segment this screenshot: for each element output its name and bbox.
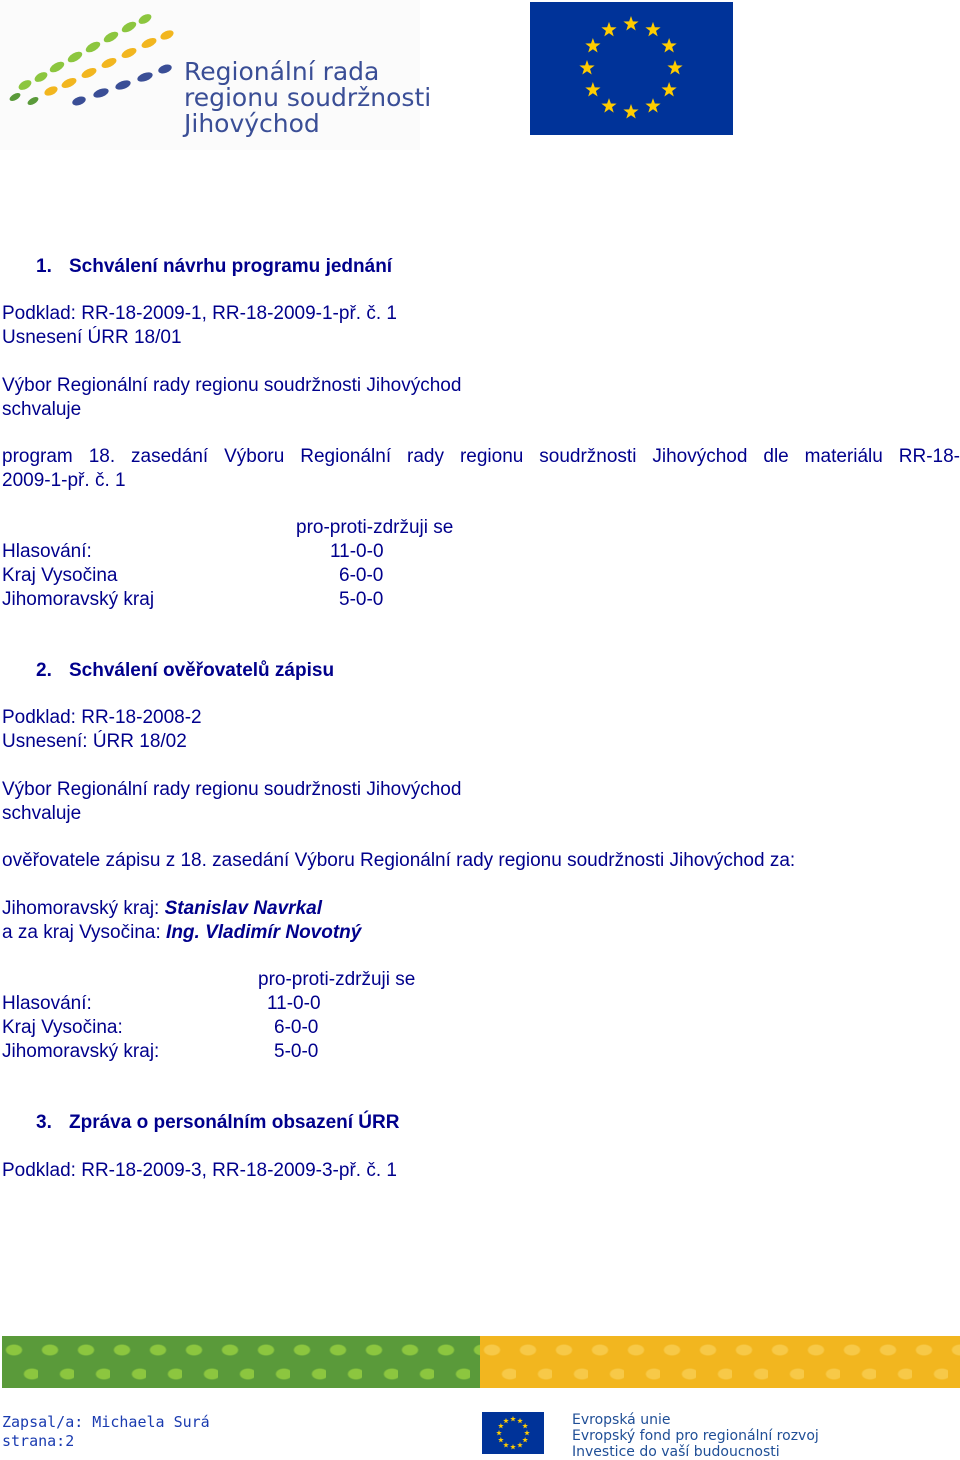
section-1-vote-label-2: Kraj Vysočina [2, 565, 118, 586]
eu-footer-star-9 [498, 1437, 504, 1442]
eu-footer-star-7 [510, 1444, 516, 1449]
section-3-podklad: Podklad: RR-18-2009-3, RR-18-2009-3-př. č. 1 [2, 1160, 397, 1181]
eu-footer-star-4 [524, 1430, 530, 1435]
eu-star-9 [585, 82, 600, 96]
logo-line-1: Regionální rada [184, 57, 380, 86]
section-1-vote-value-3: 5-0-0 [339, 589, 384, 610]
section-2-verb: schvaluje [2, 803, 82, 824]
eu-star-7 [623, 104, 638, 118]
eu-footer-star-1 [510, 1416, 516, 1421]
eu-star-2 [645, 22, 660, 36]
leaf-dots-icon [5, 5, 185, 115]
eu-flag-icon [530, 2, 733, 135]
footer-stripe-yellow [480, 1336, 960, 1388]
section-3-title: Zpráva o personálním obsazení ÚRR [69, 1112, 400, 1133]
eu-footer-star-10 [496, 1430, 502, 1435]
section-1-podklad: Podklad: RR-18-2009-1, RR-18-2009-1-př. č. 1 [2, 303, 397, 324]
logo-line-3: Jihovýchod [184, 109, 320, 138]
section-1-vote-label-3: Jihomoravský kraj [2, 589, 155, 610]
eu-footer-star-5 [522, 1437, 528, 1442]
section-1-text-line2: 2009-1-př. č. 1 [2, 470, 126, 491]
section-2-vote-value-3: 5-0-0 [274, 1041, 319, 1062]
footer-zapsal: Zapsal/a: Michaela Surá [2, 1413, 210, 1431]
eu-star-1 [623, 16, 638, 30]
section-2-vote-value-2: 6-0-0 [274, 1017, 319, 1038]
section-2-number: 2. [36, 660, 52, 681]
eu-star-5 [662, 82, 677, 96]
footer-stripe-green [2, 1336, 480, 1388]
section-2-vote-label-2: Kraj Vysočina: [2, 1017, 123, 1038]
section-1-title: Schválení návrhu programu jednání [69, 256, 393, 277]
section-1-text-line1: program 18. zasedání Výboru Regionální rady regionu soudržnosti Jihovýchod dle materiálu RR-18- [2, 446, 960, 467]
eu-footer-star-8 [503, 1442, 509, 1447]
section-2-person-2-prefix: a za kraj Vysočina: [2, 922, 167, 943]
section-2-vote-header: pro-proti-zdržuji se [258, 969, 416, 990]
section-2-vote-value-1: 11-0-0 [267, 993, 321, 1014]
section-1-number: 1. [36, 256, 52, 277]
eu-star-8 [601, 98, 616, 112]
section-1-usneseni: Usnesení ÚRR 18/01 [2, 327, 182, 348]
section-2-text-line1: ověřovatele zápisu z 18. zasedání Výboru Regionální rady regionu soudržnosti Jihovýchod za: [2, 850, 796, 871]
eu-footer-star-12 [503, 1418, 509, 1423]
logo-line-2: regionu soudržnosti [184, 83, 432, 112]
section-2-podklad: Podklad: RR-18-2008-2 [2, 707, 202, 728]
footer-strana: strana:2 [2, 1432, 75, 1450]
section-2-vote-label-1: Hlasování: [2, 993, 92, 1014]
eu-footer-star-11 [498, 1423, 504, 1428]
eu-footer-star-3 [522, 1423, 528, 1428]
section-3-number: 3. [36, 1112, 52, 1133]
eu-star-3 [662, 38, 677, 52]
section-2-person-2 [2, 922, 361, 944]
section-1-vote-value-1: 11-0-0 [330, 541, 384, 562]
regional-council-logo [0, 0, 432, 150]
eu-footer-star-6 [517, 1442, 523, 1447]
eu-star-6 [645, 98, 660, 112]
section-2-body: Výbor Regionální rady regionu soudržnosti Jihovýchod [2, 779, 462, 800]
footer-eu-line-2: Evropský fond pro regionální rozvoj [572, 1428, 819, 1444]
footer-eu-line-3: Investice do vaší budoucnosti [572, 1444, 780, 1460]
section-2-person-1-name: Stanislav Navrkal [164, 898, 322, 919]
eu-star-11 [585, 38, 600, 52]
section-2-vote-label-3: Jihomoravský kraj: [2, 1041, 160, 1062]
section-2-person-2-name: Ing. Vladimír Novotný [166, 922, 362, 943]
eu-star-4 [667, 60, 682, 74]
footer-stripe [2, 1336, 960, 1388]
section-1-vote-header: pro-proti-zdržuji se [296, 517, 454, 538]
eu-footer-star-2 [517, 1418, 523, 1423]
section-1-body: Výbor Regionální rady regionu soudržnosti Jihovýchod [2, 375, 462, 396]
section-1-vote-label-1: Hlasování: [2, 541, 92, 562]
section-1-vote-value-2: 6-0-0 [339, 565, 384, 586]
section-1-verb: schvaluje [2, 399, 82, 420]
section-2-usneseni: Usnesení: ÚRR 18/02 [2, 731, 187, 752]
footer-eu-line-1: Evropská unie [572, 1412, 671, 1428]
eu-footer-flag-icon [482, 1412, 544, 1454]
eu-star-12 [601, 22, 616, 36]
eu-star-10 [579, 60, 594, 74]
section-2-title: Schválení ověřovatelů zápisu [69, 660, 335, 681]
section-2-person-1 [2, 898, 322, 920]
section-2-person-1-prefix: Jihomoravský kraj: [2, 898, 165, 919]
